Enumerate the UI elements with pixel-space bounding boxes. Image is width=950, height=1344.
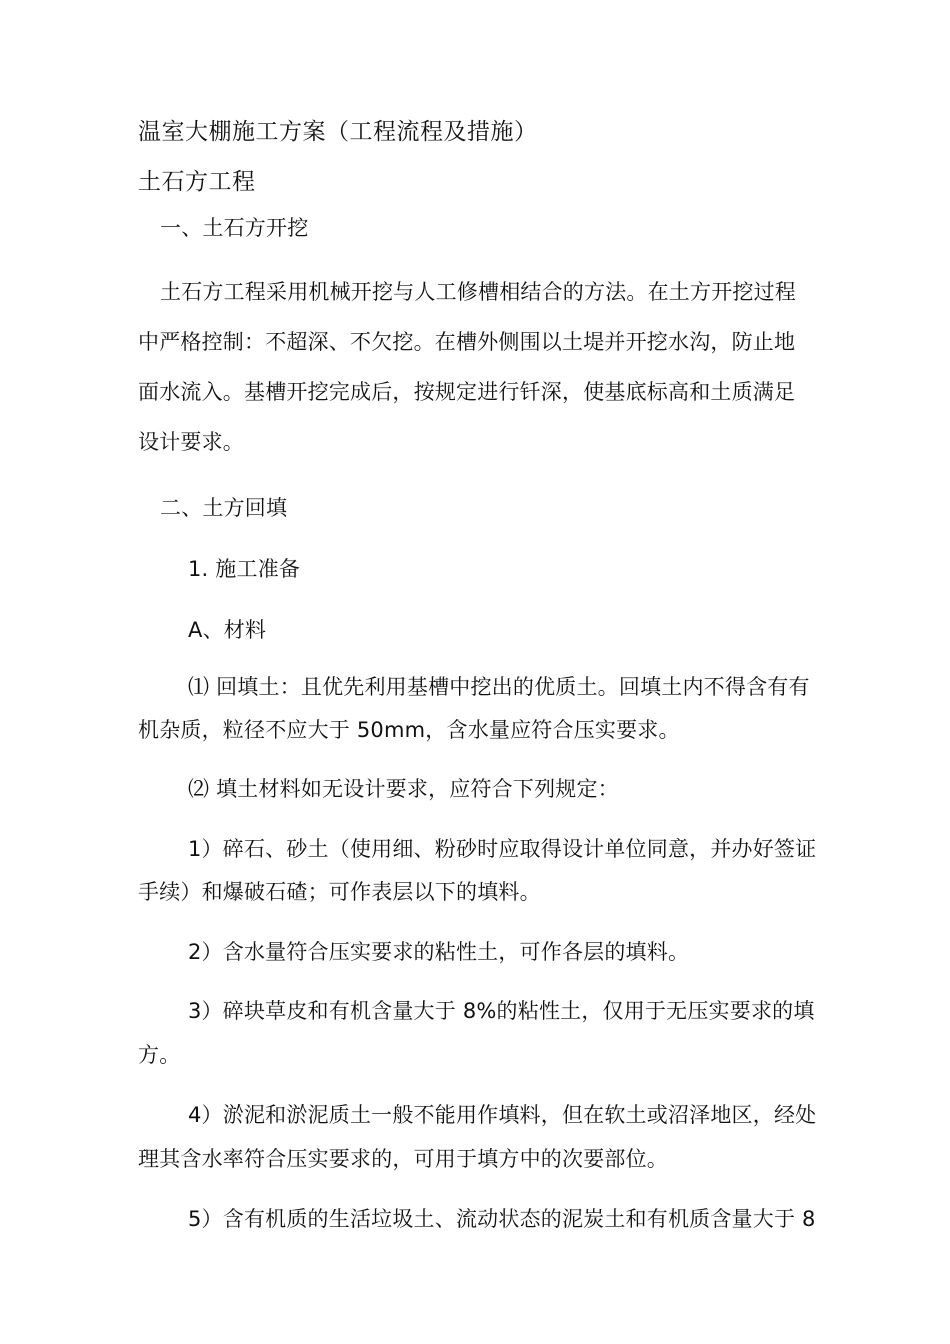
list-item: 2）含水量符合压实要求的粘性土，可作各层的填料。 xyxy=(188,940,690,964)
list-item: 3）碎块草皮和有机含量大于 8%的粘性土，仅用于无压实要求的填 xyxy=(188,999,815,1023)
paragraph-line: 设计要求。 xyxy=(138,430,244,454)
document-title: 温室大棚施工方案（工程流程及措施） xyxy=(138,119,538,145)
list-item: 1）碎石、砂土（使用细、粉砂时应取得设计单位同意，并办好签证 xyxy=(188,837,817,861)
list-item: 4）淤泥和淤泥质土一般不能用作填料，但在软土或沼泽地区，经处 xyxy=(188,1103,817,1127)
paragraph-line: 面水流入。基槽开挖完成后，按规定进行钎深，使基底标高和土质满足 xyxy=(138,380,796,404)
paragraph-line: 中严格控制：不超深、不欠挖。在槽外侧围以土堤并开挖水沟，防止地 xyxy=(138,330,796,354)
list-item-cont: 理其含水率符合压实要求的，可用于填方中的次要部位。 xyxy=(138,1147,668,1171)
heading-excavation: 一、土石方开挖 xyxy=(160,216,309,240)
item-fill-material: ⑵ 填土材料如无设计要求，应符合下列规定： xyxy=(188,777,619,801)
paragraph-line: 土石方工程采用机械开挖与人工修槽相结合的方法。在土方开挖过程 xyxy=(160,280,796,304)
heading-backfill: 二、土方回填 xyxy=(160,496,288,520)
list-item: 5）含有机质的生活垃圾土、流动状态的泥炭土和有机质含量大于 8 xyxy=(188,1207,816,1231)
list-item-cont: 手续）和爆破石碴；可作表层以下的填料。 xyxy=(138,880,541,904)
item-backfill-soil-cont: 机杂质，粒径不应大于 50mm，含水量应符合压实要求。 xyxy=(138,718,680,742)
item-backfill-soil: ⑴ 回填土：且优先利用基槽中挖出的优质土。回填土内不得含有有 xyxy=(188,675,810,699)
list-item-cont: 方。 xyxy=(138,1043,181,1067)
subheading-materials: A、材料 xyxy=(188,618,267,642)
section-title: 土石方工程 xyxy=(138,169,256,195)
subheading-preparation: 1. 施工准备 xyxy=(188,557,301,581)
